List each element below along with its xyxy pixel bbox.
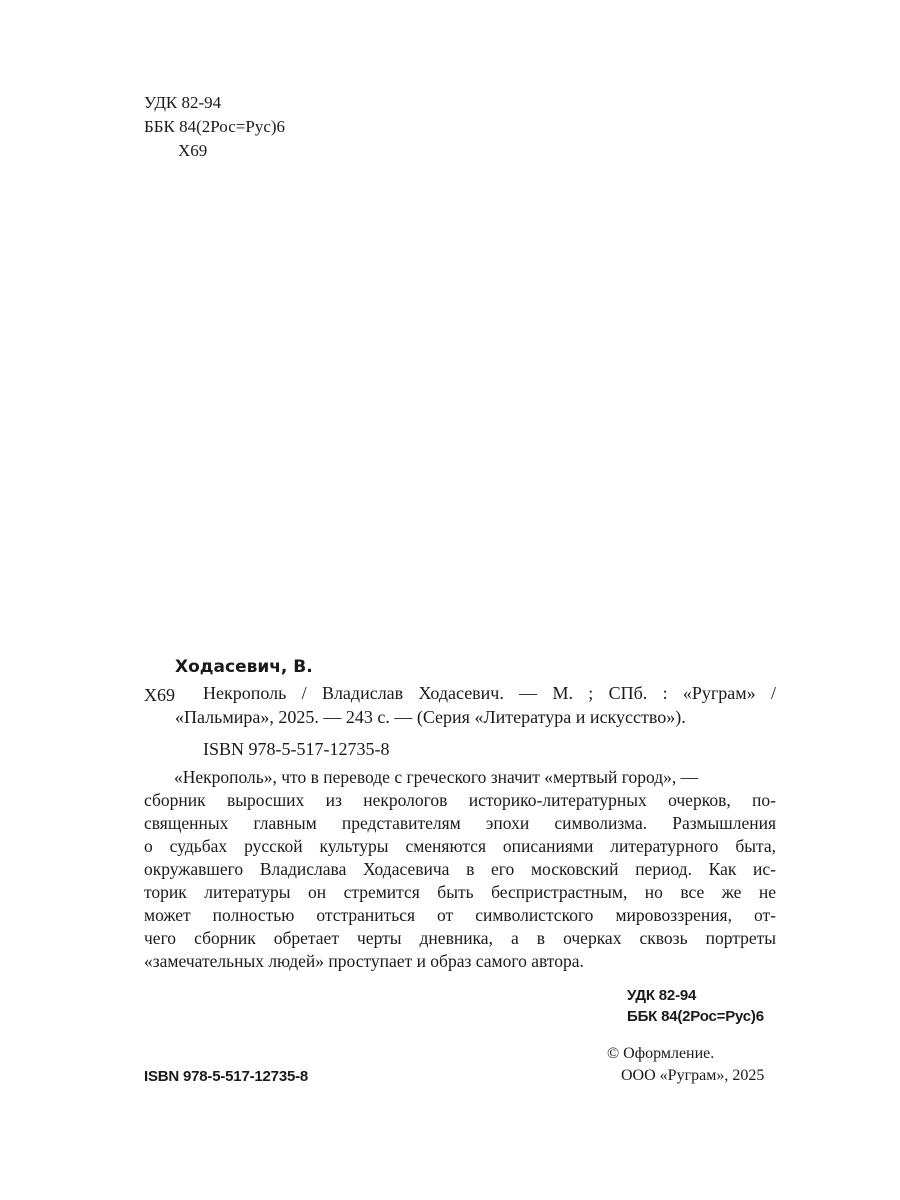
annotation-line-2: сборник выросших из некрологов историко-литературных очерков, по- xyxy=(144,790,776,810)
annotation-line-9: «замечательных людей» проступает и образ самого автора. xyxy=(144,951,584,971)
annotation-line-5: окружавшего Владислава Ходасевича в его московский период. Как ис- xyxy=(144,859,776,879)
annotation-line-1: «Некрополь», что в переводе с греческого значит «мертвый город», — xyxy=(174,767,699,787)
udk-code-bottom: УДК 82-94 xyxy=(627,987,697,1004)
annotation-line-6: торик литературы он стремится быть беспристрастным, но все же не xyxy=(144,882,776,902)
annotation-line-3: священных главным представителям эпохи символизма. Размышления xyxy=(144,813,776,833)
annotation-line-8: чего сборник обретает черты дневника, а в очерках сквозь портреты xyxy=(144,928,776,948)
author-mark-top: Х69 xyxy=(178,141,208,160)
annotation-line-7: может полностью отстраниться от символистского мировоззрения, от- xyxy=(144,905,776,925)
isbn-entry: ISBN 978-5-517-12735-8 xyxy=(203,739,390,759)
annotation-line-4: о судьбах русской культуры сменяются описаниями литературного быта, xyxy=(144,836,776,856)
description-line-1: Некрополь / Владислав Ходасевич. — М. ; СПб. : «Руграм» / xyxy=(203,683,776,703)
description-line-2: «Пальмира», 2025. — 243 с. — (Серия «Литература и искусство»). xyxy=(175,707,686,727)
bbk-code-top: ББК 84(2Рос=Рус)6 xyxy=(144,117,286,136)
bbk-code-bottom: ББК 84(2Рос=Рус)6 xyxy=(627,1008,764,1025)
author-mark-entry: Х69 xyxy=(144,685,175,705)
author-heading: Ходасевич, В. xyxy=(175,657,313,677)
udk-code-top: УДК 82-94 xyxy=(144,93,222,112)
isbn-footer: ISBN 978-5-517-12735-8 xyxy=(144,1068,309,1085)
copyright-line-1: © Оформление. xyxy=(607,1045,715,1062)
copyright-line-2: ООО «Руграм», 2025 xyxy=(621,1067,765,1084)
